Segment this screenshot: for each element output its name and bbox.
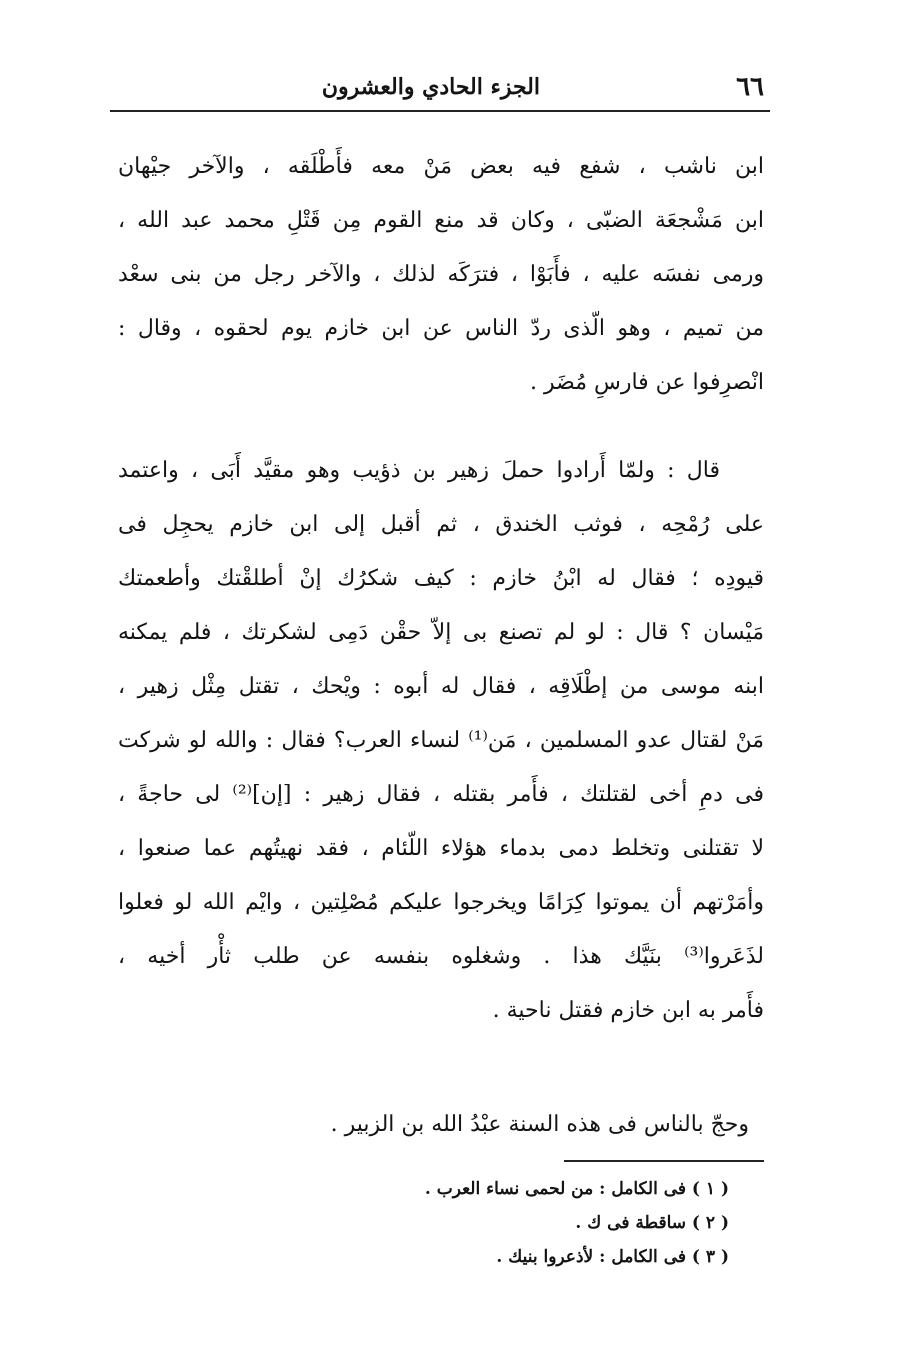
text-line: انْصرِفوا عن فارسِ مُضَر .: [530, 370, 764, 395]
body-text: [118, 140, 764, 1038]
text-line: مَيْسان ؟ قال : لو لم تصنع بى إلاّ حقْن دَمِى لشكرتك ، فلم يمكنه: [118, 620, 764, 645]
text-line: من تميم ، وهو الّذى ردّ الناس عن ابن خازم يوم لحقوه ، وقال :: [118, 316, 764, 341]
footnote-2: ( ٢ ) ساقطة فى ك .: [575, 1213, 729, 1233]
text-line: ابن مَشْجعَة الضبّى ، وكان قد منع القوم مِن قَتْلِ محمد عبد الله ،: [118, 208, 764, 233]
text-line: قال : ولمّا أَرادوا حملَ زهير بن ذؤيب وهو مقيَّد أَبَى ، واعتمد: [118, 458, 720, 483]
text-line: على رُمْحِه ، فوثب الخندق ، ثم أقبل إلى ابن خازم يحجِل فى: [118, 512, 764, 537]
text-line: ابنه موسى من إطْلَاقِه ، فقال له أبوه : ويْحك ، تقتل مِثْل زهير ،: [118, 674, 764, 699]
text-line: ورمى نفسَه عليه ، فأَبَوْا ، فترَكَه لذلك ، والآخر رجل من بنى سعْد: [118, 262, 764, 287]
footnote-1: ( ١ ) فى الكامل : من لحمى نساء العرب .: [424, 1179, 729, 1199]
header-rule: [110, 110, 770, 112]
text-line: لا تقتلنى وتخلط دمى بدماء هؤلاء اللّئام ، فقد نهيتُهم عما صنعوا ،: [118, 836, 764, 861]
page-number: ٦٦: [736, 72, 764, 102]
paragraph-gap: [118, 410, 764, 444]
text-line: مَنْ لقتال عدو المسلمين ، مَن⁽¹⁾ لنساء العرب؟ فقال : والله لو شركت: [118, 728, 764, 753]
footnotes: [425, 1172, 729, 1274]
text-line: فأَمر به ابن خازم فقتل ناحية .: [492, 998, 764, 1023]
closing-paragraph: وحجّ بالناس فى هذه السنة عبْدُ الله بن الزبير .: [330, 1112, 749, 1137]
text-line: وأمَرْتهم أن يموتوا كِرَامًا ويخرجوا عليكم مُصْلِتين ، وايْم الله لو فعلوا: [118, 890, 764, 915]
text-line: قيودِه ؛ فقال له ابْنُ خازم : كيف شكرُك إنْ أطلقْتك وأطعمتك: [118, 566, 765, 591]
running-title: الجزء الحادي والعشرون: [321, 74, 540, 100]
footnote-rule: [564, 1160, 764, 1162]
footnote-3: ( ٣ ) فى الكامل : لأذعروا بنيك .: [496, 1247, 729, 1267]
text-line: فى دمِ أخى لقتلتك ، فأَمر بقتله ، فقال زهير : [إن]⁽²⁾ لى حاجةً ،: [118, 782, 764, 807]
text-line: ابن ناشب ، شفع فيه بعض مَنْ معه فأَطْلَقه ، والآخر جيْهان: [118, 154, 764, 179]
text-line: لذَعَروا⁽³⁾ بنَيَّك هذا . وشغلوه بنفسه عن طلب ثأْر أخيه ،: [118, 944, 764, 969]
page-header: [110, 64, 770, 112]
